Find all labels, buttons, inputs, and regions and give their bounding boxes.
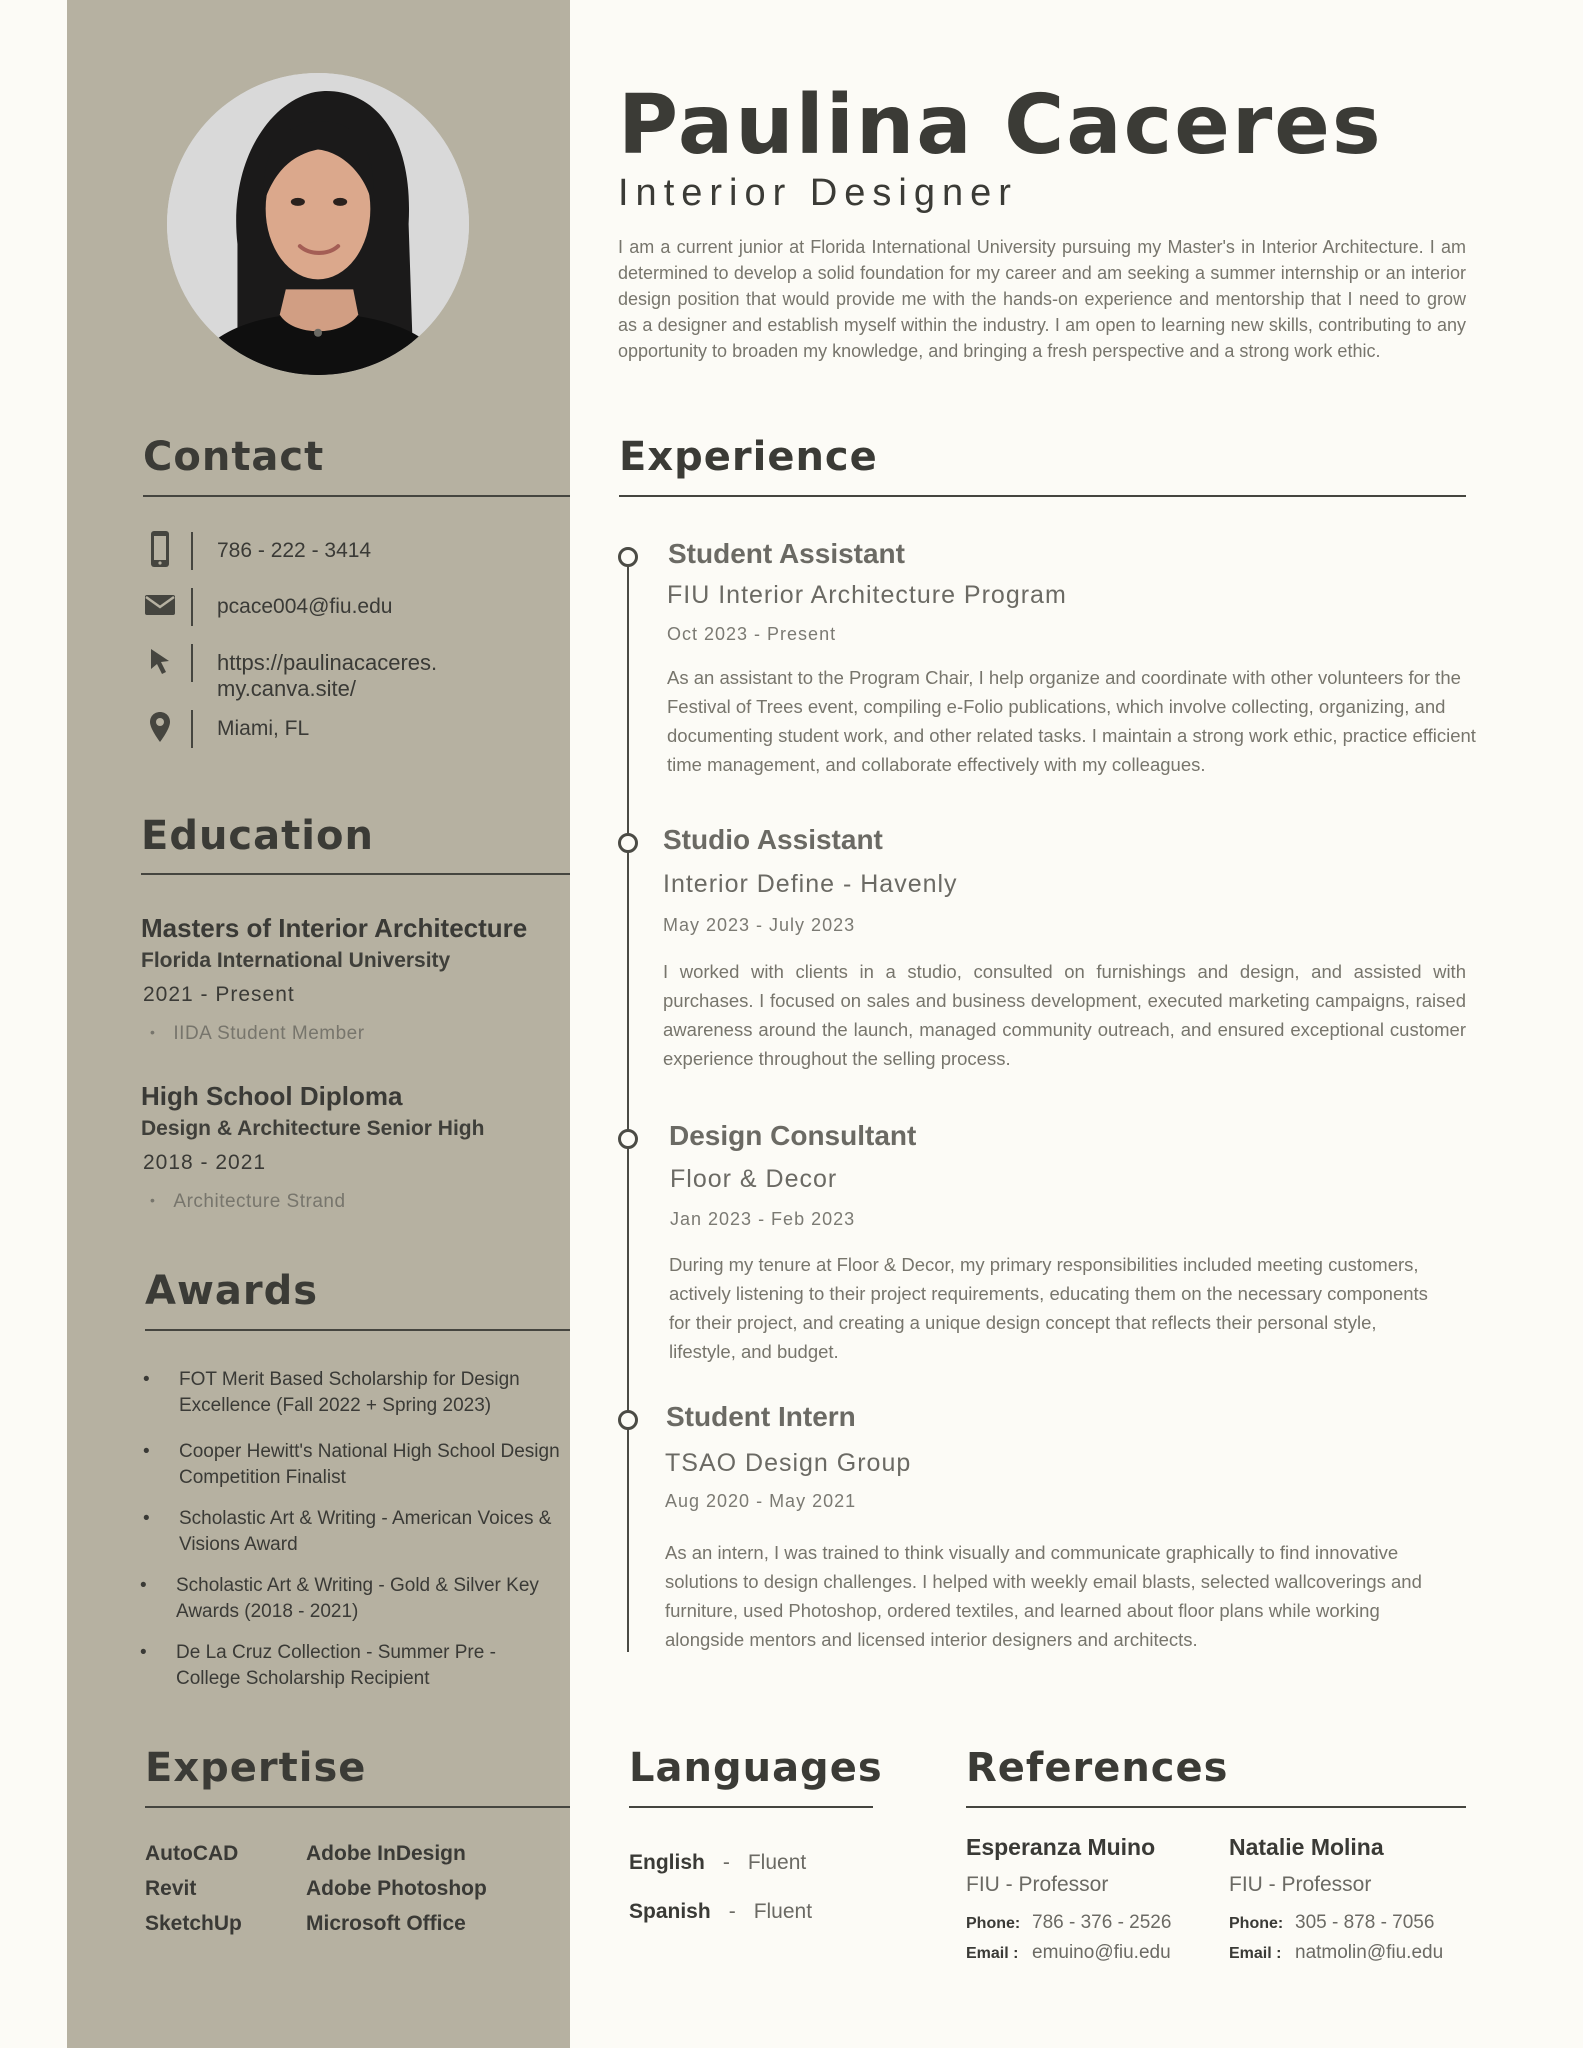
contact-website-row bbox=[143, 644, 437, 702]
reference-name: Natalie Molina bbox=[1229, 1834, 1384, 1860]
profile-summary: I am a current junior at Florida International University pursuing my Master's in Interior Architecture. I am determined to develop a solid foundation for my career and am seeking a summer internship or an interior design position that would provide me with the hands-on experience and mentorship that I need to grow as a designer and establish myself within the industry. I am open to learning new skills, contributing to any opportunity to broaden my knowledge, and bringing a fresh perspective and a strong work ethic. bbox=[618, 237, 1466, 361]
education-rule bbox=[141, 873, 570, 875]
awards-rule bbox=[145, 1329, 570, 1331]
award-item bbox=[140, 1640, 536, 1692]
reference-role: FIU - Professor bbox=[966, 1873, 1109, 1896]
language-item bbox=[629, 1900, 812, 1924]
expertise-heading: Expertise bbox=[145, 1745, 367, 1791]
award-item bbox=[143, 1367, 579, 1419]
references-rule bbox=[966, 1806, 1466, 1808]
education-school: Design & Architecture Senior High bbox=[141, 1117, 485, 1140]
first-name: Paulina bbox=[618, 78, 974, 173]
job-dates: Oct 2023 - Present bbox=[667, 624, 837, 644]
award-text: Cooper Hewitt's National High School Design Competition Finalist bbox=[179, 1441, 560, 1488]
language-name: English bbox=[629, 1851, 705, 1874]
job-organization: Floor & Decor bbox=[670, 1165, 838, 1193]
award-text: De La Cruz Collection - Summer Pre - College Scholarship Recipient bbox=[176, 1642, 496, 1689]
contact-separator bbox=[191, 532, 193, 570]
reference-phone bbox=[966, 1912, 1171, 1934]
reference-phone bbox=[1229, 1912, 1434, 1934]
education-note: • IIDA Student Member bbox=[150, 1023, 365, 1045]
reference-name: Esperanza Muino bbox=[966, 1834, 1156, 1860]
job-organization: FIU Interior Architecture Program bbox=[667, 581, 1067, 609]
profile-photo bbox=[167, 73, 469, 375]
language-level: Fluent bbox=[753, 1900, 813, 1923]
timeline-dot-icon bbox=[618, 1129, 638, 1149]
job-organization: Interior Define - Havenly bbox=[663, 870, 958, 898]
skill-item: SketchUp bbox=[145, 1912, 242, 1935]
languages-heading: Languages bbox=[629, 1745, 883, 1791]
contact-location: Miami, FL bbox=[217, 717, 310, 740]
reference-email-link[interactable]: natmolin@fiu.edu bbox=[1295, 1942, 1444, 1963]
job-dates: May 2023 - July 2023 bbox=[663, 915, 856, 935]
contact-separator bbox=[191, 710, 193, 748]
bullet-icon: • bbox=[140, 1575, 147, 1596]
job-title: Studio Assistant bbox=[663, 824, 883, 855]
award-item bbox=[140, 1573, 576, 1625]
contact-heading: Contact bbox=[143, 434, 325, 480]
skill-item: Microsoft Office bbox=[306, 1912, 466, 1935]
email-label: Email : bbox=[1229, 1945, 1282, 1962]
skill-item: Revit bbox=[145, 1877, 197, 1900]
bullet-icon: • bbox=[143, 1441, 150, 1462]
experience-heading: Experience bbox=[619, 434, 878, 480]
phone-label: Phone: bbox=[966, 1915, 1021, 1932]
reference-email bbox=[966, 1942, 1171, 1964]
contact-separator bbox=[191, 644, 193, 682]
contact-phone-row bbox=[143, 532, 371, 570]
contact-website-link[interactable] bbox=[217, 644, 437, 702]
education-years: 2018 - 2021 bbox=[143, 1151, 267, 1174]
reference-phone-value: 305 - 878 - 7056 bbox=[1295, 1912, 1435, 1933]
awards-heading: Awards bbox=[145, 1268, 319, 1314]
languages-rule bbox=[629, 1806, 873, 1808]
contact-phone: 786 - 222 - 3414 bbox=[217, 539, 372, 562]
language-separator: - bbox=[728, 1900, 736, 1923]
candidate-name bbox=[618, 78, 1383, 173]
website-line-2: my.canva.site/ bbox=[217, 676, 356, 701]
language-level: Fluent bbox=[747, 1851, 807, 1874]
job-description: I worked with clients in a studio, consulted on furnishings and design, and assisted with purchases. I focused on sales and business development, executed marketing campaigns, raised awareness around the launch, managed community outreach, and ensured exceptional customer experience throughout the selling process. bbox=[663, 961, 1466, 1069]
timeline-dot-icon bbox=[618, 1410, 638, 1430]
reference-phone-value: 786 - 376 - 2526 bbox=[1032, 1912, 1172, 1933]
reference-email-link[interactable]: emuino@fiu.edu bbox=[1032, 1942, 1171, 1963]
timeline-dot-icon bbox=[618, 833, 638, 853]
award-item bbox=[143, 1439, 579, 1491]
skill-item: Adobe InDesign bbox=[306, 1842, 466, 1865]
award-text: FOT Merit Based Scholarship for Design Excellence (Fall 2022 + Spring 2023) bbox=[179, 1369, 520, 1416]
bullet-icon: • bbox=[140, 1642, 147, 1663]
contact-rule bbox=[143, 495, 570, 497]
experience-timeline bbox=[627, 556, 629, 1652]
profile-photo-illustration bbox=[167, 73, 469, 375]
contact-email-link[interactable]: pcace004@fiu.edu bbox=[217, 595, 393, 618]
cursor-icon bbox=[143, 644, 177, 678]
education-degree: Masters of Interior Architecture bbox=[141, 913, 528, 943]
skill-item: Adobe Photoshop bbox=[306, 1877, 487, 1900]
award-text: Scholastic Art & Writing - American Voices & Visions Award bbox=[179, 1508, 552, 1555]
job-description: As an assistant to the Program Chair, I help organize and coordinate with other volunteers for the Festival of Trees event, compiling e-Folio publications, which involve collecting, organizing, and documenting student work, and other related tasks. I maintain a strong work ethic, practice efficient time management, and collaborate effectively with my colleagues. bbox=[667, 667, 1476, 775]
job-organization: TSAO Design Group bbox=[665, 1449, 912, 1477]
job-role-title: Interior Designer bbox=[618, 172, 1018, 214]
education-years: 2021 - Present bbox=[143, 983, 295, 1006]
location-pin-icon bbox=[143, 710, 177, 744]
reference-role: FIU - Professor bbox=[1229, 1873, 1372, 1896]
job-dates: Aug 2020 - May 2021 bbox=[665, 1491, 857, 1511]
education-heading: Education bbox=[141, 813, 374, 859]
language-separator: - bbox=[722, 1851, 730, 1874]
phone-label: Phone: bbox=[1229, 1915, 1284, 1932]
bullet-icon: • bbox=[143, 1508, 150, 1529]
contact-location-row bbox=[143, 710, 309, 748]
language-item bbox=[629, 1851, 806, 1875]
skill-item: AutoCAD bbox=[145, 1842, 239, 1865]
award-text: Scholastic Art & Writing - Gold & Silver Key Awards (2018 - 2021) bbox=[176, 1575, 539, 1622]
reference-email bbox=[1229, 1942, 1443, 1964]
bullet-icon: • bbox=[143, 1369, 150, 1390]
references-heading: References bbox=[966, 1745, 1229, 1791]
job-title: Design Consultant bbox=[669, 1120, 917, 1151]
email-label: Email : bbox=[966, 1945, 1019, 1962]
contact-separator bbox=[191, 588, 193, 626]
phone-icon bbox=[143, 532, 177, 566]
education-note: • Architecture Strand bbox=[150, 1191, 346, 1213]
job-description: During my tenure at Floor & Decor, my primary responsibilities included meeting customers, actively listening to their project requirements, educating them on the necessary components for their project, and creating a unique design concept that reflects their personal style, lifestyle, and budget. bbox=[669, 1254, 1428, 1362]
job-title: Student Assistant bbox=[668, 538, 905, 569]
education-degree: High School Diploma bbox=[141, 1081, 403, 1111]
job-description: As an intern, I was trained to think visually and communicate graphically to find innovative solutions to design challenges. I helped with weekly email blasts, selected wallcoverings and furniture, used Photoshop, ordered textiles, and learned about floor plans while working alongside mentors and licensed interior designers and architects. bbox=[665, 1542, 1422, 1650]
job-title: Student Intern bbox=[666, 1401, 856, 1432]
mail-icon bbox=[143, 588, 177, 622]
education-school: Florida International University bbox=[141, 949, 451, 972]
language-name: Spanish bbox=[629, 1900, 711, 1923]
award-item bbox=[143, 1506, 579, 1558]
job-dates: Jan 2023 - Feb 2023 bbox=[670, 1209, 856, 1229]
expertise-rule bbox=[145, 1806, 570, 1808]
experience-rule bbox=[619, 495, 1466, 497]
contact-email-row bbox=[143, 588, 392, 626]
website-line-1: https://paulinacaceres. bbox=[217, 650, 438, 675]
last-name: Caceres bbox=[1004, 78, 1383, 173]
timeline-dot-icon bbox=[618, 547, 638, 567]
